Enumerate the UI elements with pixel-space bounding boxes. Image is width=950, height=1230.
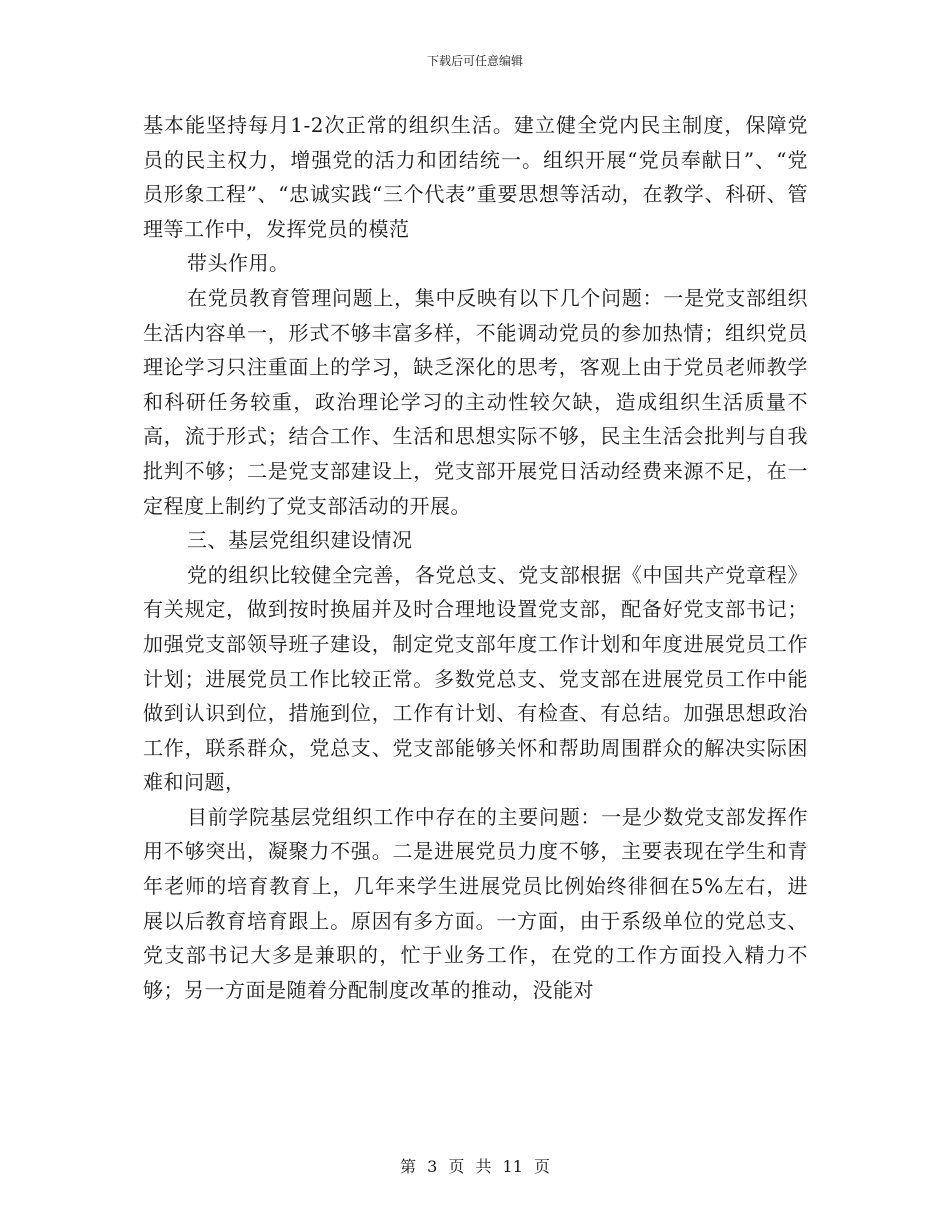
paragraph-4: 党的组织比较健全完善，各党总支、党支部根据《中国共产党章程》有关规定，做到按时换届并及时合理地设置党支部，配备好党支部书记；加强党支部领导班子建设，制定党支部年度工作计划和年度进展党员工作计划；进展党员工作比较正常。多数党总支、党支部在进展党员工作中能做到认识到位，措施到位，工作有计划、有检查、有总结。加强思想政治工作，联系群众，党总支、党支部能够关怀和帮助周围群众的解决实际困难和问题， xyxy=(143,562,808,795)
page-number: 第 3 页 共 11 页 xyxy=(400,1157,550,1176)
paragraph-3: 在党员教育管理问题上，集中反映有以下几个问题：一是党支部组织生活内容单一，形式不够丰富多样，不能调动党员的参加热情；组织党员理论学习只注重面上的学习，缺乏深化的思考，客观上由于党员老师教学和科研任务较重，政治理论学习的主动性较欠缺，造成组织生活质量不高，流于形式；结合工作、生活和思想实际不够，民主生活会批判与自我批判不够；二是党支部建设上，党支部开展党日活动经费来源不足，在一定程度上制约了党支部活动的开展。 xyxy=(143,285,808,518)
paragraph-5: 目前学院基层党组织工作中存在的主要问题：一是少数党支部发挥作用不够突出，凝聚力不强。二是进展党员力度不够，主要表现在学生和青年老师的培育教育上，几年来学生进展党员比例始终徘徊在5%左右，进展以后教育培育跟上。原因有多方面。一方面，由于系级单位的党总支、党支部书记大多是兼职的，忙于业务工作，在党的工作方面投入精力不够；另一方面是随着分配制度改革的推动，没能对 xyxy=(143,804,808,1002)
page-header: 下载后可任意编辑 xyxy=(426,54,523,68)
section-heading: 三、基层党组织建设情况 xyxy=(187,528,413,553)
document-body xyxy=(143,108,808,1007)
paragraph-2: 带头作用。 xyxy=(187,251,290,276)
paragraph-1: 基本能坚持每月1-2次正常的组织生活。建立健全党内民主制度，保障党员的民主权力，增强党的活力和团结统一。组织开展“党员奉献日”、“党员形象工程”、“忠诚实践“三个代表”重要思想等活动，在教学、科研、管理等工作中，发挥党员的模范 xyxy=(143,113,808,241)
